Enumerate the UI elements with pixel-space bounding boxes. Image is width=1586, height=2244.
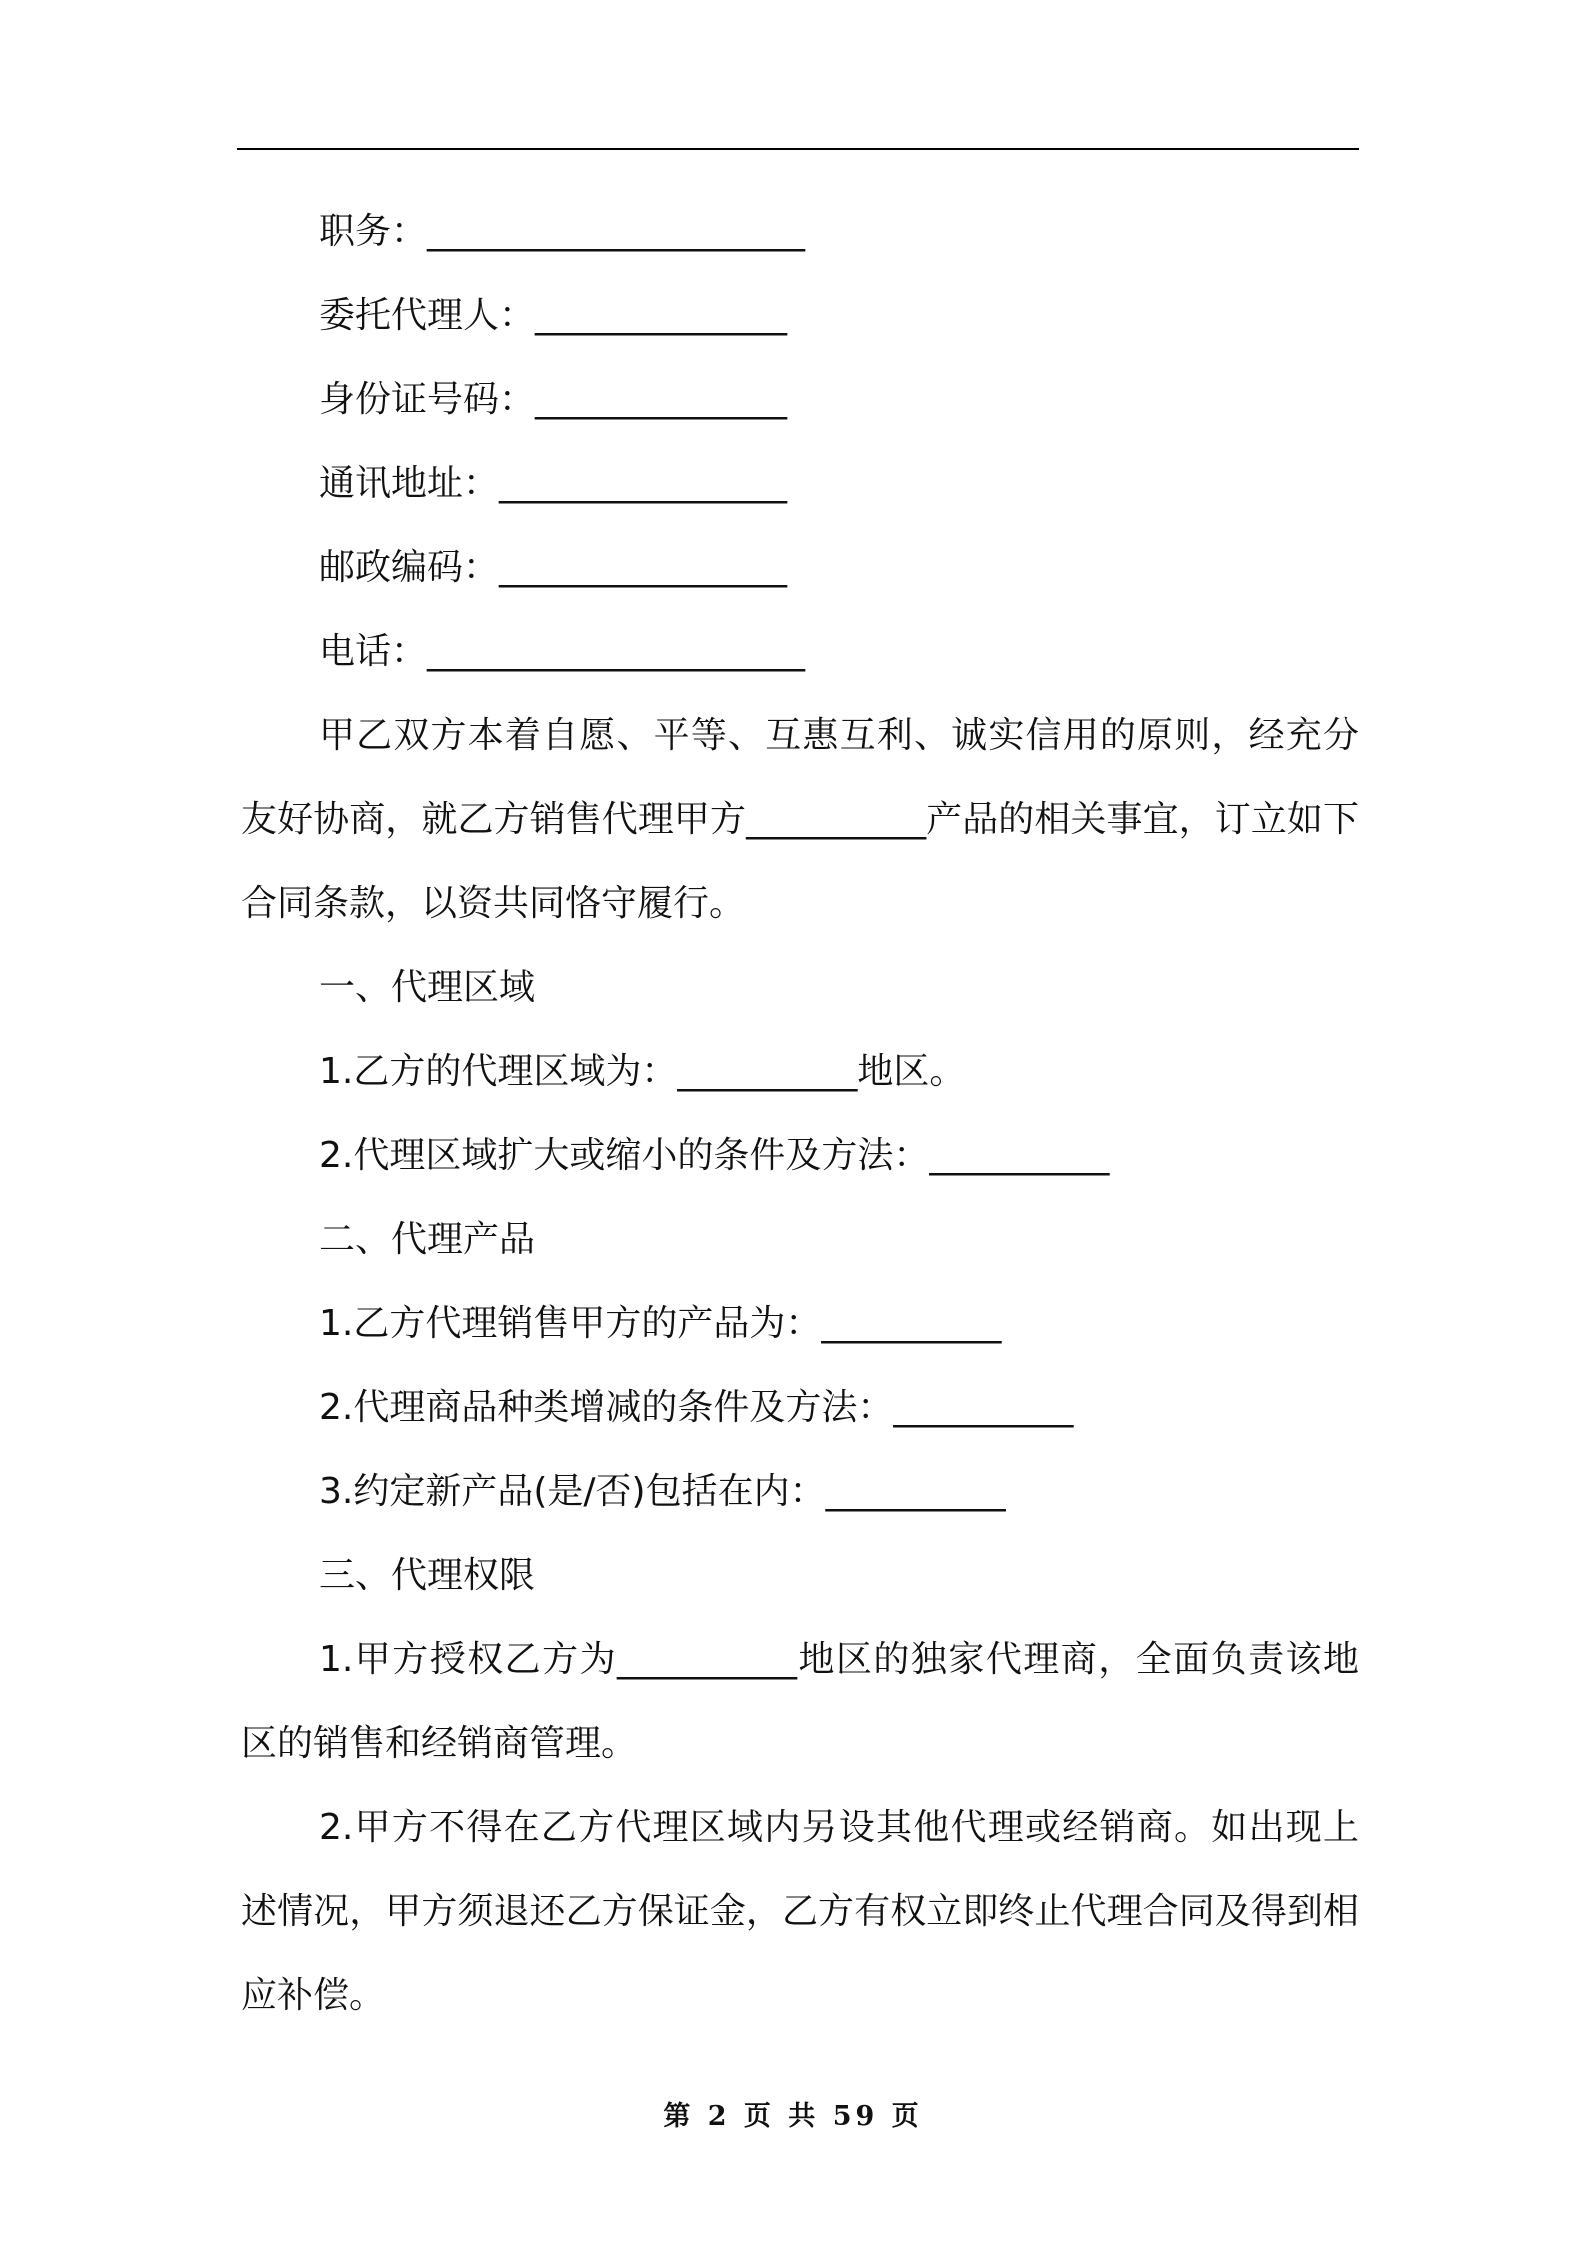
section-heading-1: 一、代理区域 bbox=[319, 967, 536, 1008]
clause-1-1: 1.乙方的代理区域为：__________地区。 bbox=[319, 1051, 966, 1092]
clause-3-2: 2.甲方不得在乙方代理区域内另设其他代理或经销商。如出现上述情况，甲方须退还乙方保证金，乙方有权立即终止代理合同及得到相应补偿。 bbox=[241, 1807, 1359, 2016]
clause-1-2: 2.代理区域扩大或缩小的条件及方法：__________ bbox=[319, 1135, 1110, 1176]
field-phone: 电话：_____________________ bbox=[319, 631, 806, 672]
clause-2-2: 2.代理商品种类增减的条件及方法：__________ bbox=[319, 1387, 1074, 1428]
field-id-number: 身份证号码：______________ bbox=[319, 379, 788, 420]
clause-3-1: 1.甲方授权乙方为__________地区的独家代理商，全面负责该地区的销售和经销商管理。 bbox=[241, 1639, 1359, 1764]
field-postcode: 邮政编码：________________ bbox=[319, 547, 788, 588]
section-heading-2: 二、代理产品 bbox=[319, 1219, 536, 1260]
document-body bbox=[241, 190, 1359, 2038]
page-number: 第 2 页 共 59 页 bbox=[663, 2101, 923, 2132]
section-heading-3: 三、代理权限 bbox=[319, 1555, 536, 1596]
header-rule bbox=[237, 148, 1359, 150]
field-agent: 委托代理人：______________ bbox=[319, 295, 788, 336]
clause-2-1: 1.乙方代理销售甲方的产品为：__________ bbox=[319, 1303, 1002, 1344]
field-address: 通讯地址：________________ bbox=[319, 463, 788, 504]
intro-paragraph: 甲乙双方本着自愿、平等、互惠互利、诚实信用的原则，经充分友好协商，就乙方销售代理甲方__________产品的相关事宜，订立如下合同条款，以资共同恪守履行。 bbox=[241, 715, 1359, 924]
field-position: 职务：_____________________ bbox=[319, 211, 806, 252]
clause-2-3: 3.约定新产品(是/否)包括在内：__________ bbox=[319, 1471, 1006, 1512]
